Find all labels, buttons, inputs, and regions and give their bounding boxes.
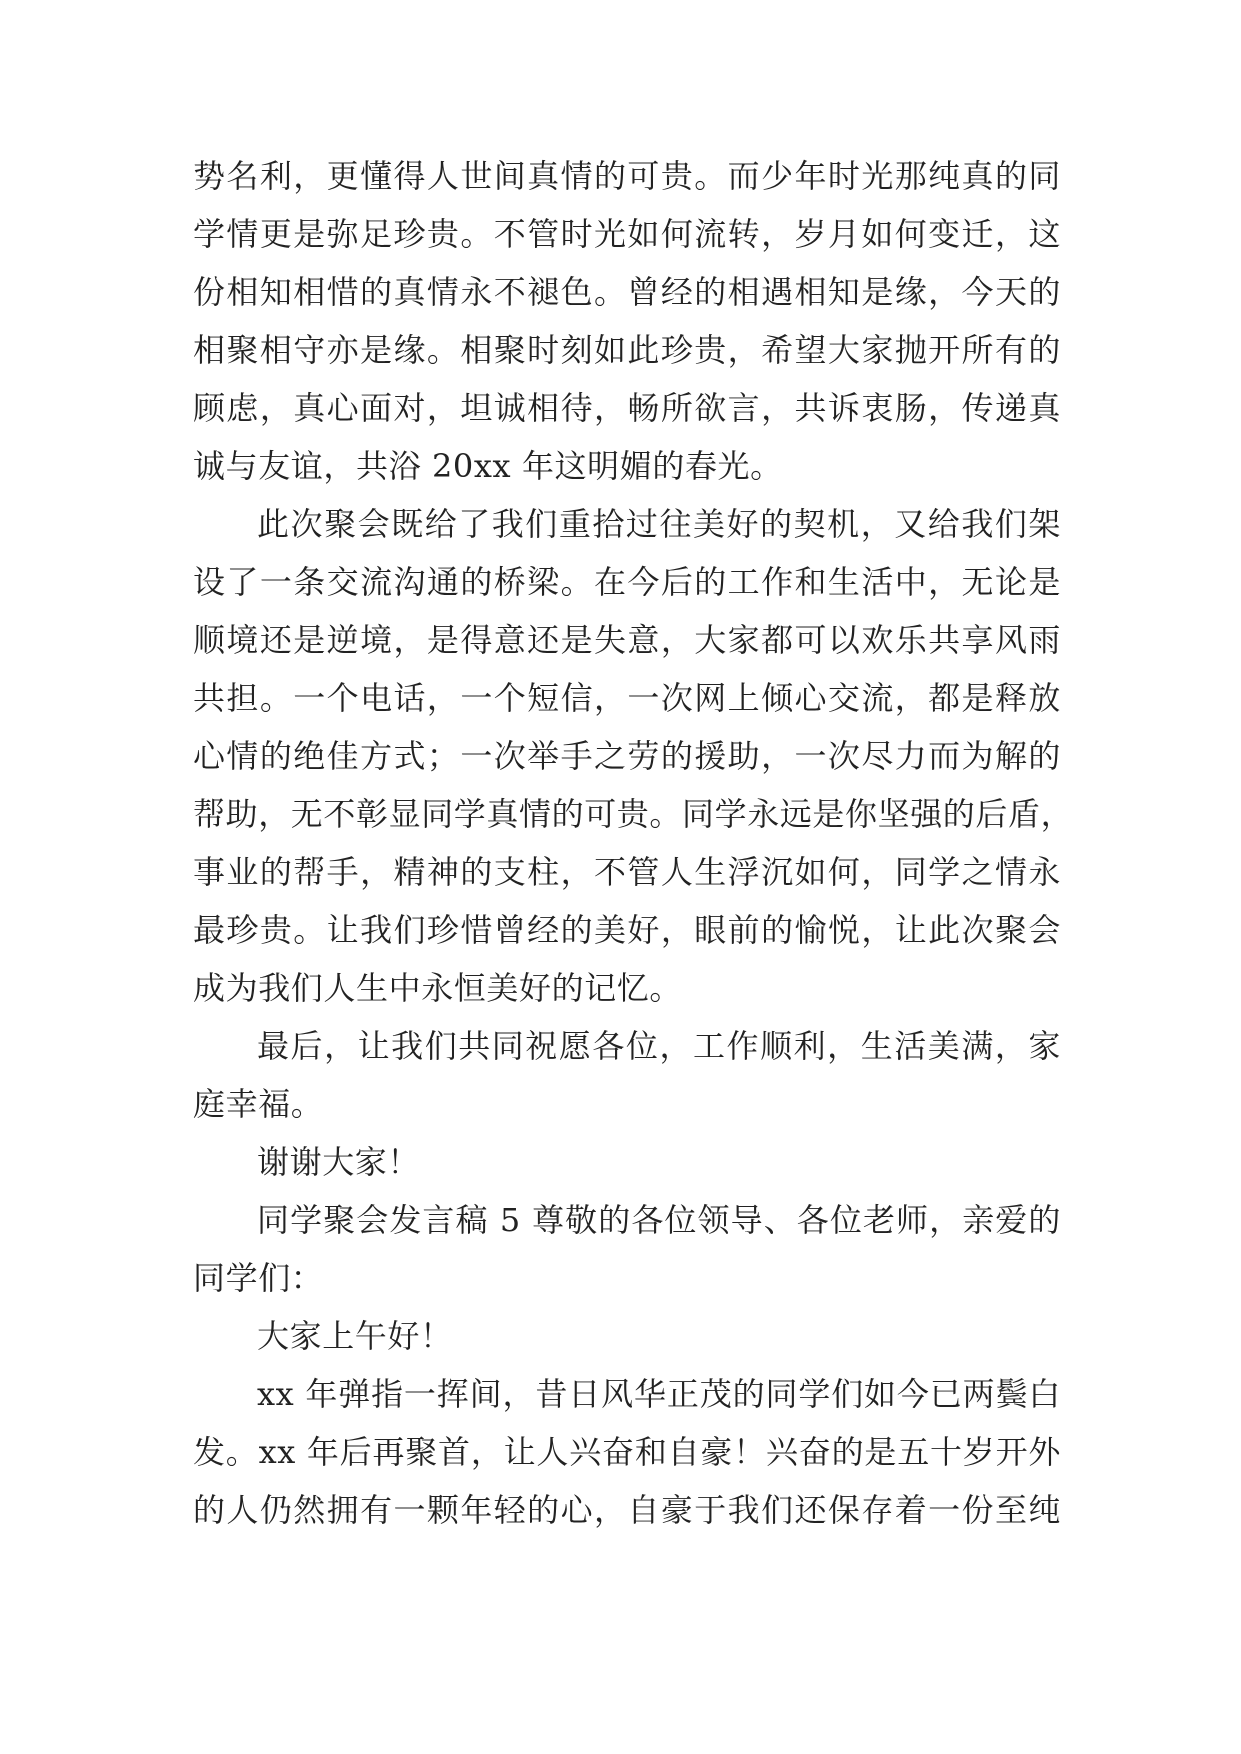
text-line: 最珍贵。让我们珍惜曾经的美好，眼前的愉悦，让此次聚会 [193,911,1061,949]
text-line: 设了一条交流沟通的桥梁。在今后的工作和生活中，无论是 [193,563,1061,601]
text-line: xx 年弹指一挥间，昔日风华正茂的同学们如今已两鬓白 [257,1375,1061,1413]
text-line: 最后，让我们共同祝愿各位，工作顺利，生活美满，家 [257,1027,1061,1065]
text-line: 学情更是弥足珍贵。不管时光如何流转，岁月如何变迁，这 [193,215,1061,253]
text-line: 势名利，更懂得人世间真情的可贵。而少年时光那纯真的同 [193,157,1061,195]
text-line: 的人仍然拥有一颗年轻的心，自豪于我们还保存着一份至纯 [193,1491,1061,1529]
text-line: 事业的帮手，精神的支柱，不管人生浮沉如何，同学之情永 [193,853,1061,891]
text-line: 庭幸福。 [193,1085,324,1123]
text-line: 发。xx 年后再聚首，让人兴奋和自豪！兴奋的是五十岁开外 [193,1433,1061,1471]
text-line: 大家上午好！ [257,1317,453,1355]
text-line: 此次聚会既给了我们重拾过往美好的契机，又给我们架 [257,505,1061,543]
text-line: 相聚相守亦是缘。相聚时刻如此珍贵，希望大家抛开所有的 [193,331,1061,369]
text-line: 共担。一个电话，一个短信，一次网上倾心交流，都是释放 [193,679,1061,717]
text-line: 同学们： [193,1259,324,1297]
text-line: 份相知相惜的真情永不褪色。曾经的相遇相知是缘，今天的 [193,273,1061,311]
text-line: 顾虑，真心面对，坦诚相待，畅所欲言，共诉衷肠，传递真 [193,389,1061,427]
text-line: 诚与友谊，共浴 20xx 年这明媚的春光。 [193,447,783,485]
speech-body [193,147,1074,1539]
text-line: 心情的绝佳方式；一次举手之劳的援助，一次尽力而为解的 [193,737,1061,775]
text-line: 成为我们人生中永恒美好的记忆。 [193,969,683,1007]
text-line: 同学聚会发言稿 5 尊敬的各位领导、各位老师，亲爱的 [257,1201,1061,1239]
text-line: 谢谢大家！ [257,1143,421,1181]
text-line: 顺境还是逆境，是得意还是失意，大家都可以欢乐共享风雨 [193,621,1061,659]
text-line: 帮助，无不彰显同学真情的可贵。同学永远是你坚强的后盾， [193,795,1074,833]
